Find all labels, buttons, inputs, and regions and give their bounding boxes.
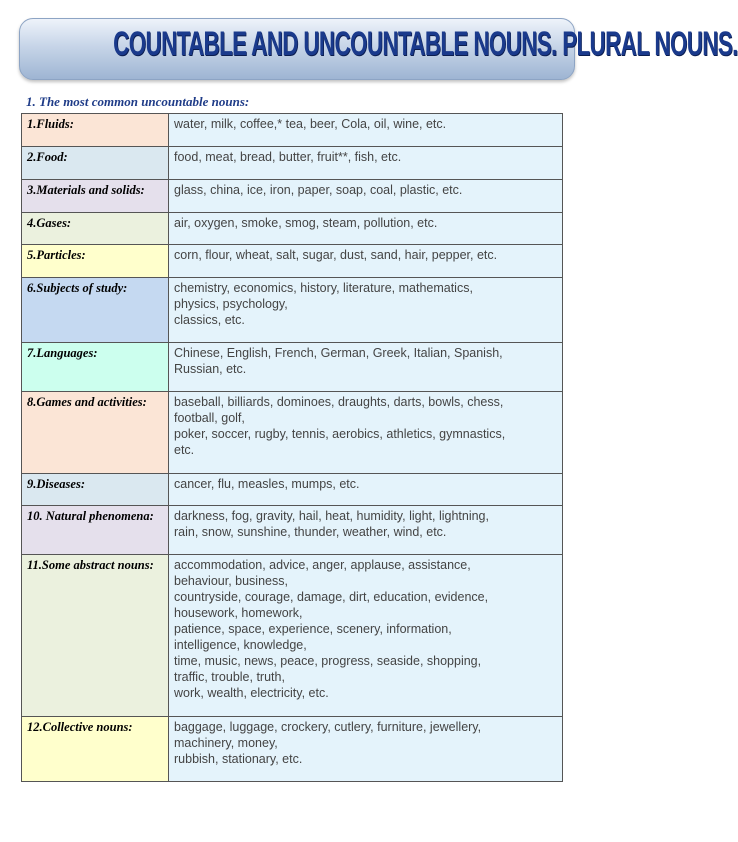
nouns-line: accommodation, advice, anger, applause, assistance,	[174, 558, 471, 572]
table-row	[22, 392, 563, 474]
category-cell: 12.Collective nouns:	[22, 717, 169, 782]
nouns-line: darkness, fog, gravity, hail, heat, humidity, light, lightning,	[174, 509, 489, 523]
table-row	[22, 114, 563, 147]
category-cell: 9.Diseases:	[22, 474, 169, 506]
nouns-line: intelligence, knowledge,	[174, 638, 307, 652]
nouns-line: football, golf,	[174, 411, 245, 425]
nouns-line: air, oxygen, smoke, smog, steam, pollution, etc.	[174, 216, 438, 230]
category-cell: 6.Subjects of study:	[22, 278, 169, 343]
nouns-line: machinery, money,	[174, 736, 278, 750]
nouns-line: Russian, etc.	[174, 362, 247, 376]
table-row	[22, 343, 563, 392]
nouns-cell	[169, 474, 563, 506]
nouns-line: rain, snow, sunshine, thunder, weather, wind, etc.	[174, 525, 447, 539]
nouns-line: etc.	[174, 443, 195, 457]
category-cell: 3.Materials and solids:	[22, 180, 169, 213]
category-cell: 11.Some abstract nouns:	[22, 555, 169, 717]
table-row	[22, 213, 563, 245]
nouns-line: poker, soccer, rugby, tennis, aerobics, athletics, gymnastics,	[174, 427, 506, 441]
nouns-line: housework, homework,	[174, 606, 303, 620]
table-row	[22, 180, 563, 213]
nouns-line: behaviour, business,	[174, 574, 288, 588]
nouns-line: cancer, flu, measles, mumps, etc.	[174, 477, 360, 491]
nouns-line: baseball, billiards, dominoes, draughts, darts, bowls, chess,	[174, 395, 504, 409]
uncountable-nouns-table	[21, 113, 563, 782]
nouns-line: rubbish, stationary, etc.	[174, 752, 303, 766]
nouns-line: chemistry, economics, history, literature, mathematics,	[174, 281, 473, 295]
nouns-line: Chinese, English, French, German, Greek, Italian, Spanish,	[174, 346, 503, 360]
nouns-cell	[169, 392, 563, 474]
table-row	[22, 245, 563, 278]
table-row	[22, 278, 563, 343]
nouns-line: countryside, courage, damage, dirt, education, evidence,	[174, 590, 489, 604]
table-row	[22, 147, 563, 180]
table-row	[22, 474, 563, 506]
nouns-line: physics, psychology,	[174, 297, 288, 311]
nouns-line: classics, etc.	[174, 313, 245, 327]
nouns-line: traffic, trouble, truth,	[174, 670, 285, 684]
nouns-cell	[169, 555, 563, 717]
nouns-cell	[169, 147, 563, 180]
category-cell: 8.Games and activities:	[22, 392, 169, 474]
table-row	[22, 506, 563, 555]
category-cell: 1.Fluids:	[22, 114, 169, 147]
nouns-cell	[169, 180, 563, 213]
nouns-cell	[169, 717, 563, 782]
page-title: COUNTABLE AND UNCOUNTABLE NOUNS. PLURAL NOUNS.	[113, 25, 738, 63]
nouns-line: time, music, news, peace, progress, seaside, shopping,	[174, 654, 482, 668]
nouns-line: baggage, luggage, crockery, cutlery, furniture, jewellery,	[174, 720, 482, 734]
nouns-line: patience, space, experience, scenery, information,	[174, 622, 452, 636]
category-cell: 7.Languages:	[22, 343, 169, 392]
category-cell: 4.Gases:	[22, 213, 169, 245]
nouns-cell	[169, 114, 563, 147]
category-cell: 10. Natural phenomena:	[22, 506, 169, 555]
nouns-line: food, meat, bread, butter, fruit**, fish, etc.	[174, 150, 402, 164]
nouns-cell	[169, 278, 563, 343]
section-heading: 1. The most common uncountable nouns:	[26, 94, 250, 109]
category-cell: 2.Food:	[22, 147, 169, 180]
category-cell: 5.Particles:	[22, 245, 169, 278]
table-row	[22, 717, 563, 782]
nouns-cell	[169, 213, 563, 245]
table-body	[22, 114, 563, 782]
nouns-cell	[169, 343, 563, 392]
nouns-cell	[169, 506, 563, 555]
table-row	[22, 555, 563, 717]
nouns-line: water, milk, coffee,* tea, beer, Cola, oil, wine, etc.	[174, 117, 447, 131]
nouns-line: glass, china, ice, iron, paper, soap, coal, plastic, etc.	[174, 183, 463, 197]
nouns-line: corn, flour, wheat, salt, sugar, dust, sand, hair, pepper, etc.	[174, 248, 498, 262]
nouns-cell	[169, 245, 563, 278]
nouns-line: work, wealth, electricity, etc.	[174, 686, 329, 700]
